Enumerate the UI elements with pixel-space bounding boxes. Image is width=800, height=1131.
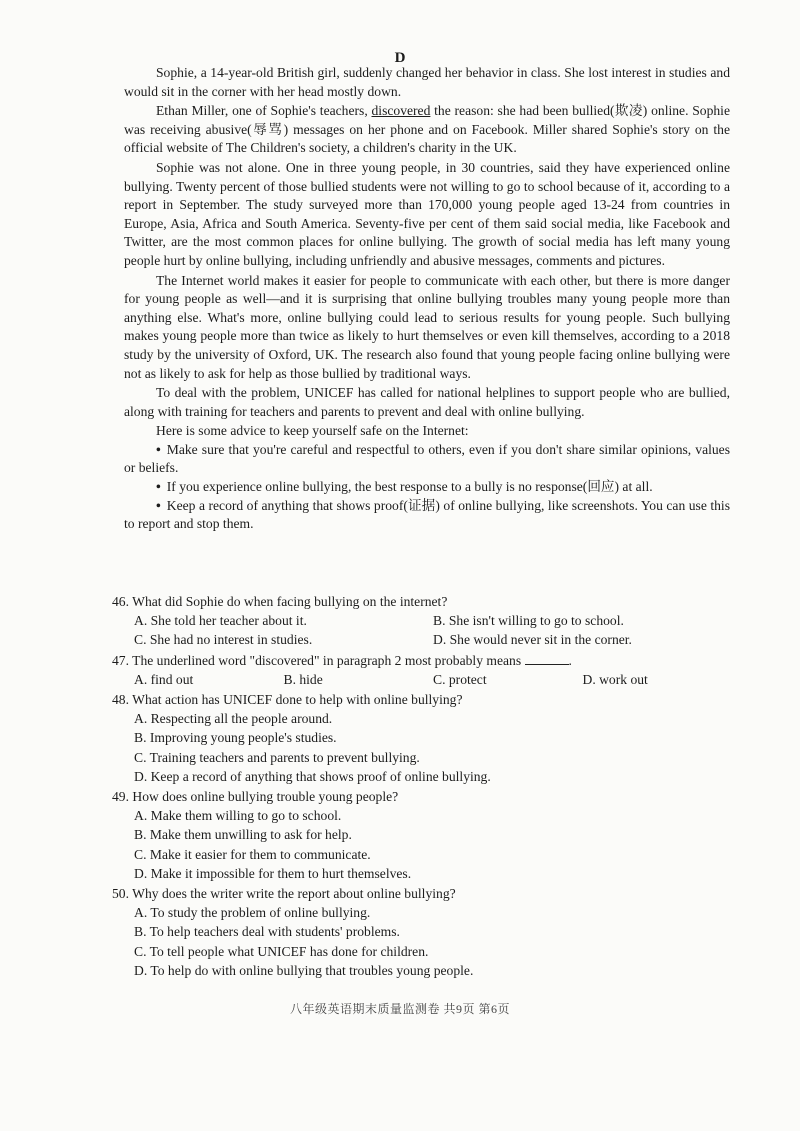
advice-list bbox=[124, 441, 730, 534]
advice-item: • Make sure that you're careful and respectful to others, even if you don't share similar opinions, values or beliefs. bbox=[124, 441, 730, 476]
option-a[interactable]: A. Make them willing to go to school. bbox=[134, 808, 342, 824]
paragraph-5: To deal with the problem, UNICEF has called for national helplines to support people who are bullied, along with training for teachers and parents to prevent and deal with online bullying. bbox=[124, 385, 730, 419]
option-c[interactable]: C. protect bbox=[433, 671, 487, 687]
paragraph-3: Sophie was not alone. One in three young people, in 30 countries, said they have experienced online bullying. Twenty percent of those bullied students were not willing to go to school because of it, according to a report in September. The study surveyed more than 170,000 young people aged 13-24 from countries in Europe, Asia, Africa and South America. Seventy-five per cent of them said social media, like Facebook and Twitter, are the most common places for online bullying. The growth of social media has left many young people hurt by online bullying, including unfriendly and abusive messages, comments and pictures. bbox=[124, 159, 730, 268]
option-b[interactable]: B. Make them unwilling to ask for help. bbox=[134, 827, 352, 843]
option-b[interactable]: B. Improving young people's studies. bbox=[134, 730, 337, 746]
question-stem: 49. How does online bullying trouble young people? bbox=[112, 789, 399, 805]
option-c[interactable]: C. Training teachers and parents to prevent bullying. bbox=[134, 749, 420, 765]
question-46 bbox=[112, 592, 732, 650]
option-a[interactable]: A. She told her teacher about it. bbox=[134, 613, 307, 629]
paragraph-2 bbox=[124, 102, 730, 158]
paragraph-4: The Internet world makes it easier for people to communicate with each other, but there is more danger for young people as well—and it is surprising that online bullying troubles many young people more than anything else. What's more, online bullying could lead to serious results for young people. Such bullying makes young people more than twice as likely to hurt themselves or even kill themselves, according to a 2018 study by the university of Oxford, UK. The research also found that young people facing online bullying were not as likely to ask for help as those bullied by traditional ways. bbox=[124, 272, 730, 381]
option-b[interactable]: B. To help teachers deal with students' problems. bbox=[134, 924, 400, 940]
option-c[interactable]: C. Make it easier for them to communicate. bbox=[134, 846, 371, 862]
bullet-icon: • bbox=[156, 479, 161, 495]
question-49 bbox=[112, 787, 732, 883]
option-a[interactable]: A. Respecting all the people around. bbox=[134, 711, 333, 727]
option-a[interactable]: A. find out bbox=[134, 671, 194, 687]
section-letter: D bbox=[394, 50, 406, 66]
question-50 bbox=[112, 884, 732, 980]
option-d[interactable]: D. She would never sit in the corner. bbox=[433, 632, 632, 648]
option-a[interactable]: A. To study the problem of online bullying. bbox=[134, 905, 371, 921]
question-stem: 46. What did Sophie do when facing bullying on the internet? bbox=[112, 594, 448, 609]
paragraph-2-rest: the reason: she had been bullied(欺凌) online. Sophie was receiving abusive(辱骂) messages on her phone and on Facebook. Miller shared Sophie's story on the official website of The Children's society, a children's charity in the UK. bbox=[124, 103, 730, 156]
page-footer: 八年级英语期末质量监测卷 共9页 第6页 bbox=[289, 1002, 510, 1016]
question-stem: 47. The underlined word "discovered" in paragraph 2 most probably means . bbox=[112, 652, 572, 668]
reading-passage bbox=[124, 64, 730, 534]
answer-blank[interactable] bbox=[525, 652, 569, 665]
option-b[interactable]: B. hide bbox=[283, 671, 323, 687]
question-47 bbox=[112, 651, 732, 689]
underlined-word: discovered bbox=[371, 103, 431, 119]
question-stem: 48. What action has UNICEF done to help with online bullying? bbox=[112, 692, 463, 708]
option-c[interactable]: C. She had no interest in studies. bbox=[134, 632, 313, 648]
option-d[interactable]: D. Keep a record of anything that shows proof of online bullying. bbox=[134, 768, 491, 784]
bullet-icon: • bbox=[156, 497, 161, 513]
bullet-icon: • bbox=[156, 441, 161, 457]
paragraph-1: Sophie, a 14-year-old British girl, suddenly changed her behavior in class. She lost interest in studies and would sit in the corner with her head mostly down. bbox=[124, 65, 730, 99]
paragraph-6: Here is some advice to keep yourself safe on the Internet: bbox=[156, 423, 469, 439]
option-b[interactable]: B. She isn't willing to go to school. bbox=[433, 613, 624, 629]
option-d[interactable]: D. To help do with online bullying that troubles young people. bbox=[134, 962, 474, 978]
question-list bbox=[112, 592, 732, 981]
question-stem: 50. Why does the writer write the report about online bullying? bbox=[112, 886, 456, 902]
question-48 bbox=[112, 690, 732, 786]
option-c[interactable]: C. To tell people what UNICEF has done for children. bbox=[134, 943, 429, 959]
option-d[interactable]: D. Make it impossible for them to hurt themselves. bbox=[134, 865, 412, 881]
paragraph-2-start: Ethan Miller, one of Sophie's teachers, bbox=[156, 103, 372, 119]
advice-item: • Keep a record of anything that shows proof(证据) of online bullying, like screenshots. You can use this to report and stop them. bbox=[124, 497, 730, 532]
option-d[interactable]: D. work out bbox=[582, 671, 648, 687]
advice-item: • If you experience online bullying, the best response to a bully is no response(回应) at all. bbox=[156, 479, 653, 495]
